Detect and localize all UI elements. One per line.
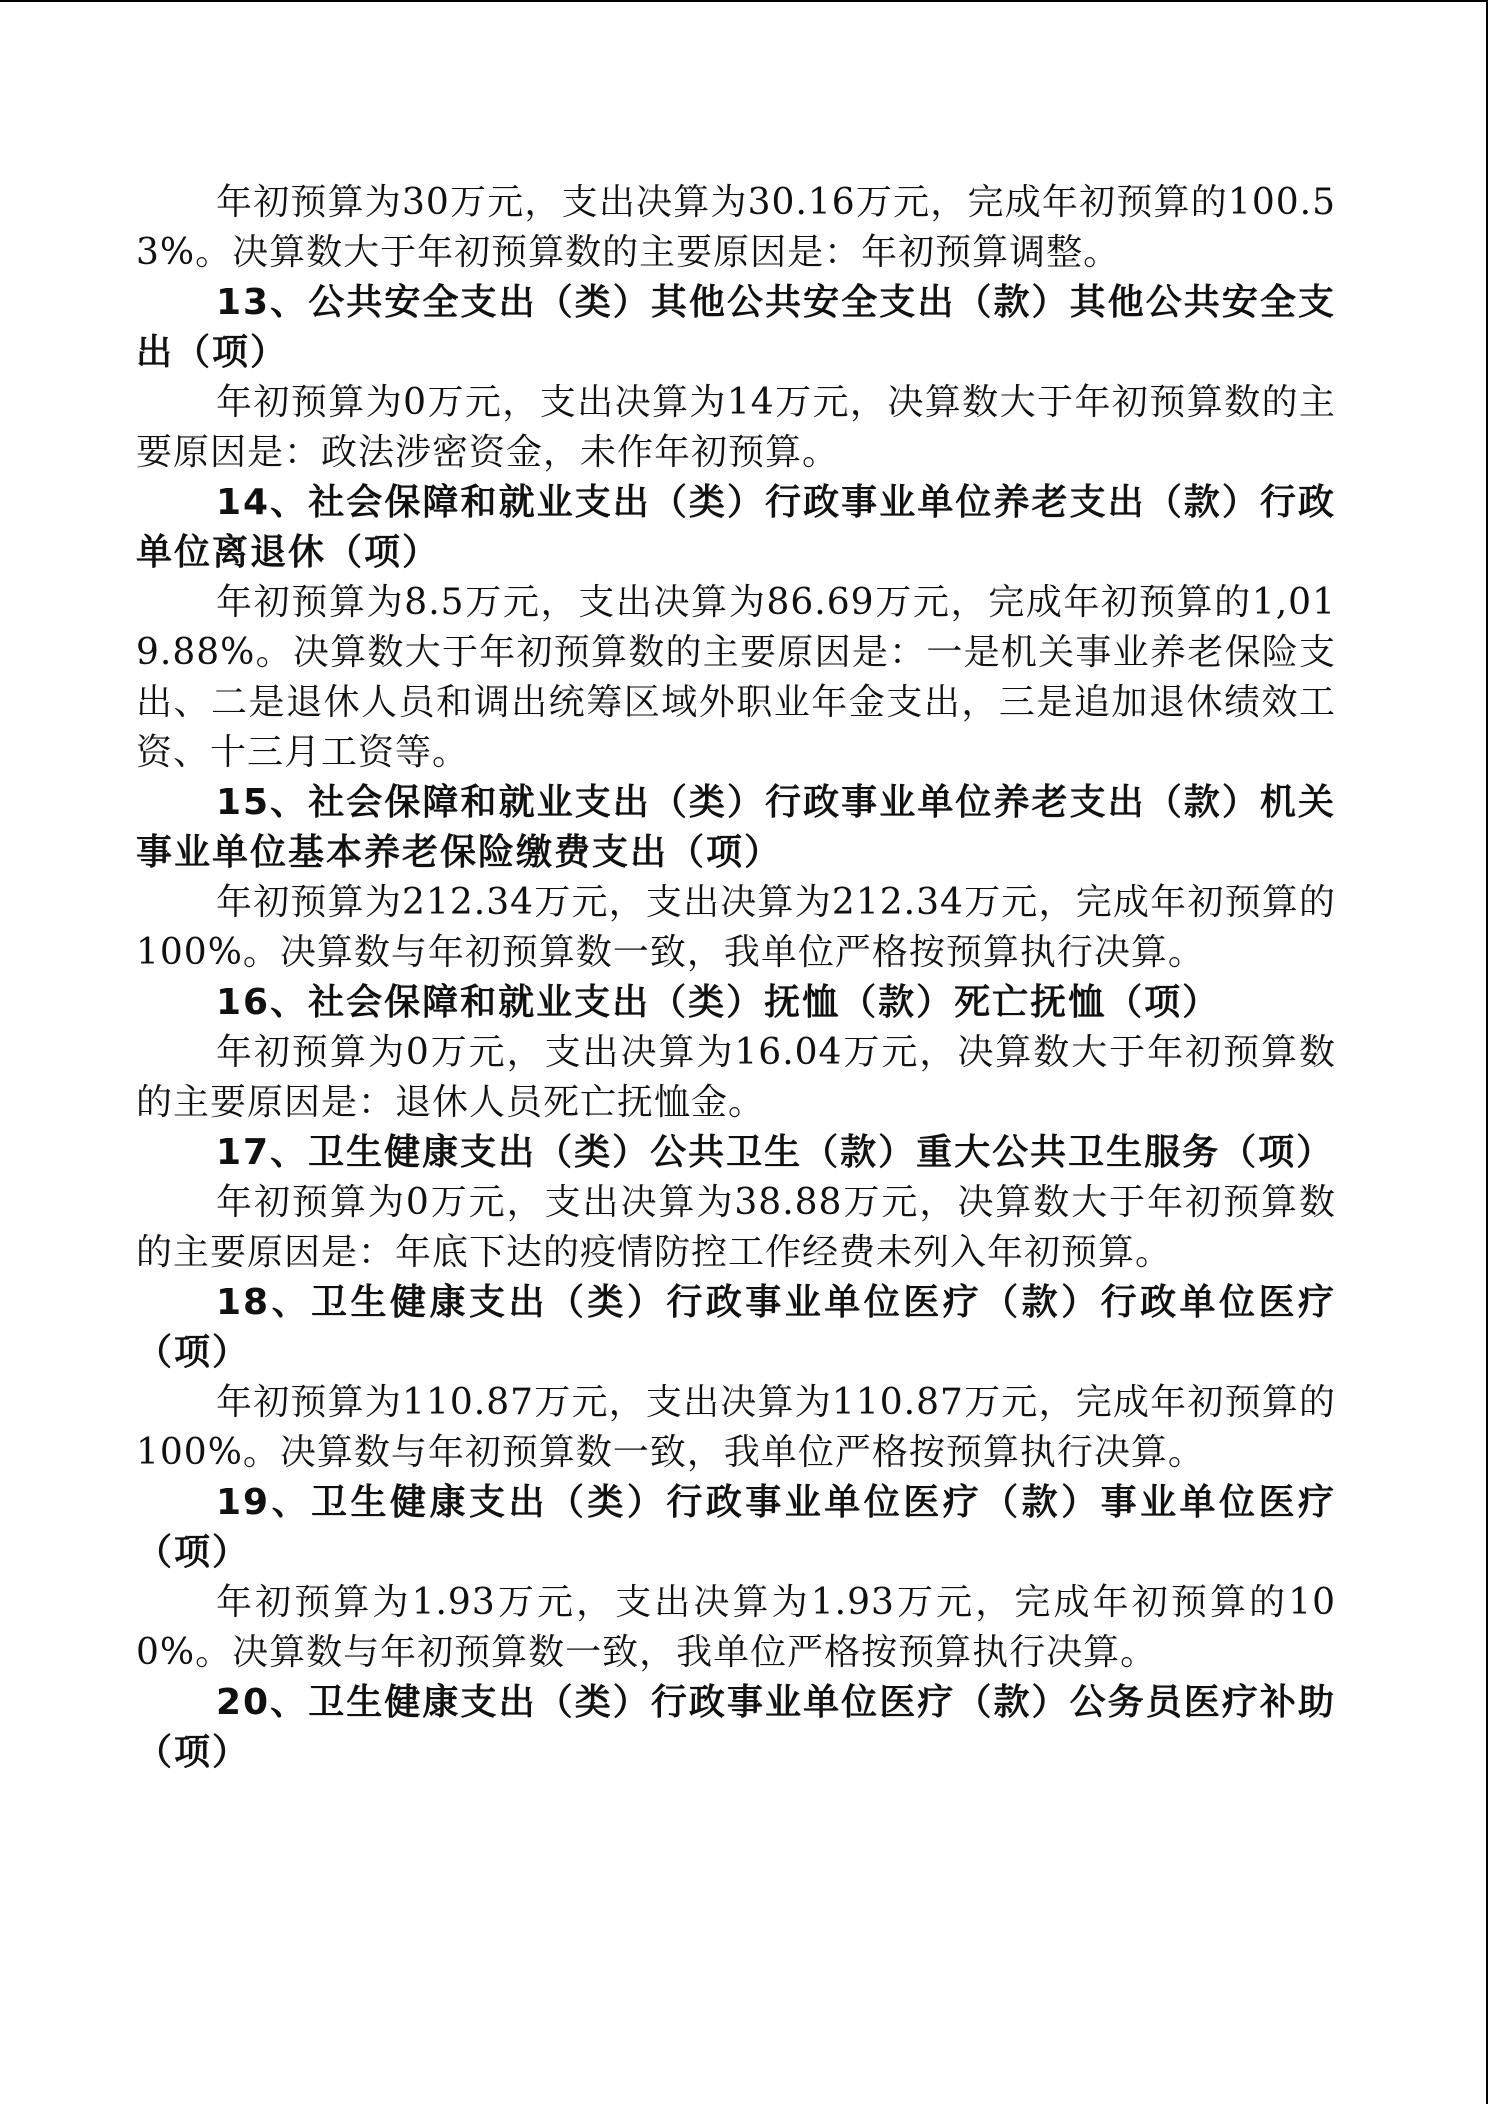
paragraph: 年初预算为30万元，支出决算为30.16万元，完成年初预算的100.53%。决算数大于年初预算数的主要原因是：年初预算调整。 [136,182,1336,273]
section-heading-17: 17、卫生健康支出（类）公共卫生（款）重大公共卫生服务（项） [216,1132,1335,1173]
paragraph: 年初预算为110.87万元，支出决算为110.87万元，完成年初预算的100%。决算数与年初预算数一致，我单位严格按预算执行决算。 [136,1382,1336,1473]
paragraph: 年初预算为1.93万元，支出决算为1.93万元，完成年初预算的100%。决算数与年初预算数一致，我单位严格按预算执行决算。 [136,1582,1336,1673]
section-heading-18: 18、卫生健康支出（类）行政事业单位医疗（款）行政单位医疗（项） [136,1282,1336,1373]
section-heading-20: 20、卫生健康支出（类）行政事业单位医疗（款）公务员医疗补助（项） [136,1682,1336,1773]
paragraph: 年初预算为0万元，支出决算为38.88万元，决算数大于年初预算数的主要原因是：年底下达的疫情防控工作经费未列入年初预算。 [136,1182,1336,1273]
section-heading-14: 14、社会保障和就业支出（类）行政事业单位养老支出（款）行政单位离退休（项） [136,482,1336,573]
document-body [136,178,1336,1778]
paragraph: 年初预算为8.5万元，支出决算为86.69万元，完成年初预算的1,019.88%。决算数大于年初预算数的主要原因是：一是机关事业养老保险支出、二是退休人员和调出统筹区域外职业年金支出，三是追加退休绩效工资、十三月工资等。 [136,582,1336,773]
section-heading-16: 16、社会保障和就业支出（类）抚恤（款）死亡抚恤（项） [216,982,1221,1023]
section-heading-13: 13、公共安全支出（类）其他公共安全支出（款）其他公共安全支出（项） [136,282,1336,373]
paragraph: 年初预算为0万元，支出决算为16.04万元，决算数大于年初预算数的主要原因是：退休人员死亡抚恤金。 [136,1032,1336,1123]
section-heading-19: 19、卫生健康支出（类）行政事业单位医疗（款）事业单位医疗（项） [136,1482,1336,1573]
paragraph: 年初预算为212.34万元，支出决算为212.34万元，完成年初预算的100%。决算数与年初预算数一致，我单位严格按预算执行决算。 [136,882,1336,973]
section-heading-15: 15、社会保障和就业支出（类）行政事业单位养老支出（款）机关事业单位基本养老保险缴费支出（项） [136,782,1336,873]
paragraph: 年初预算为0万元，支出决算为14万元，决算数大于年初预算数的主要原因是：政法涉密资金，未作年初预算。 [136,382,1336,473]
